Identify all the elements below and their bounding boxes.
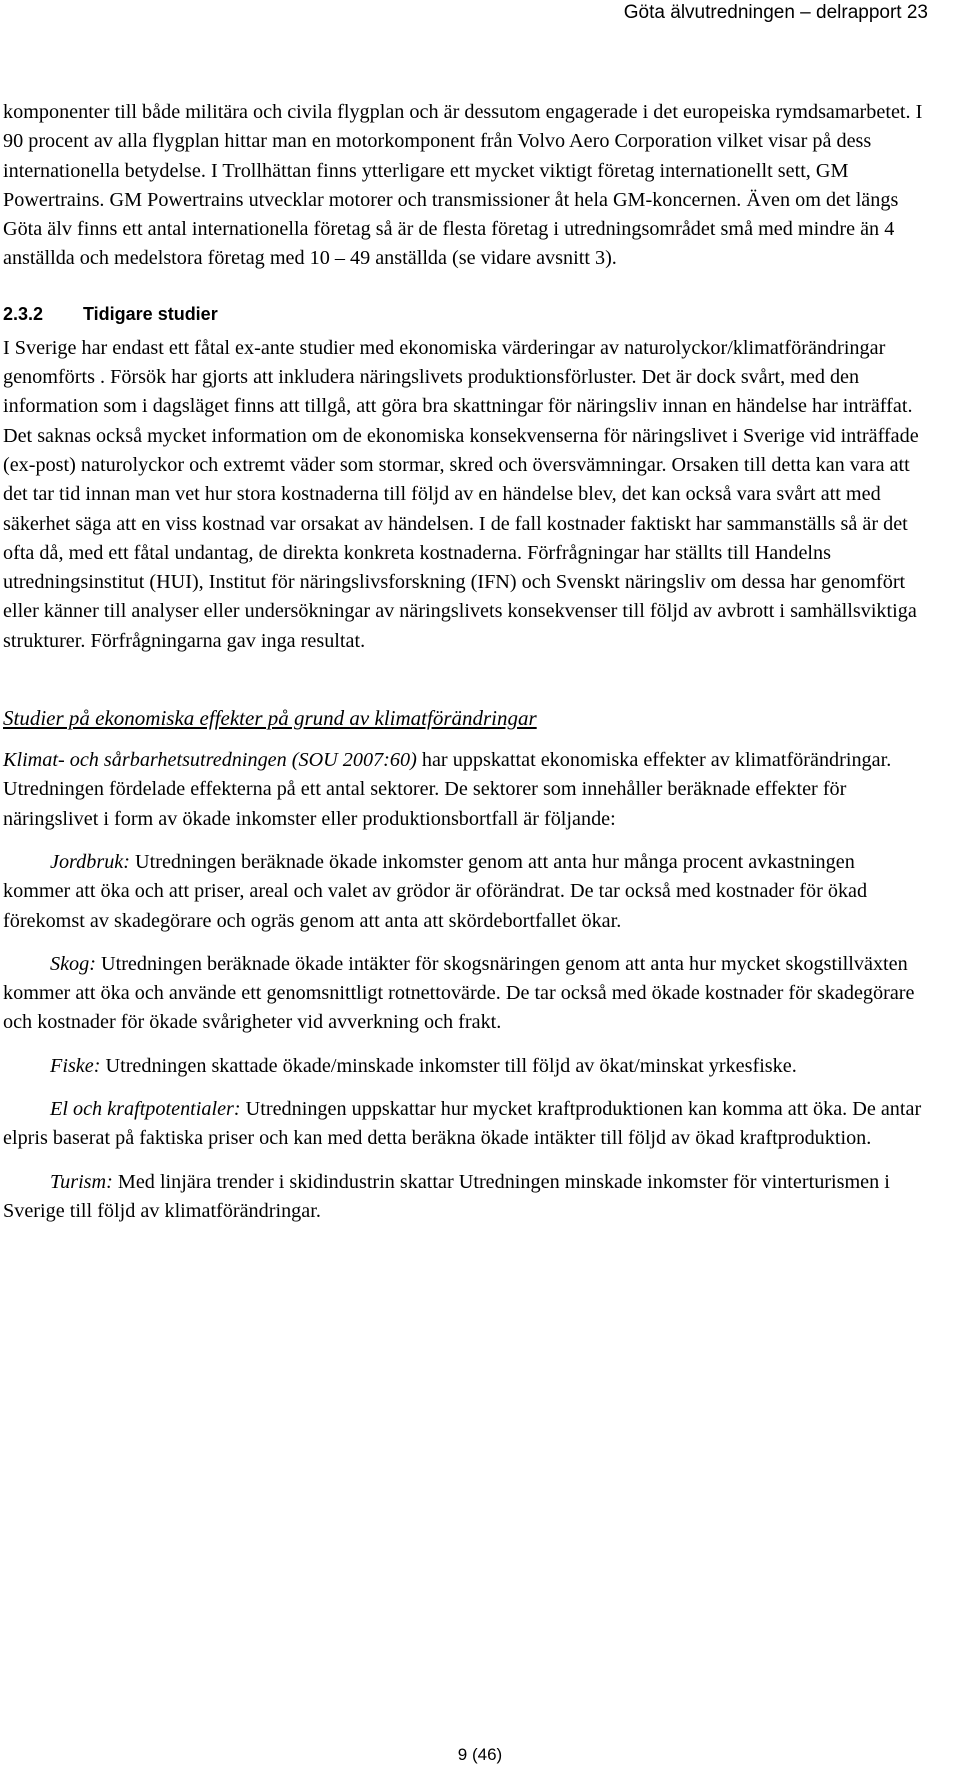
sector-label: Jordbruk: bbox=[50, 850, 130, 873]
sector-label: El och kraftpotentialer: bbox=[50, 1098, 241, 1121]
sector-text: Utredningen skattade ökade/minskade inkomster till följd av ökat/minskat yrkesfiske. bbox=[100, 1054, 797, 1077]
sector-paragraph-jordbruk bbox=[3, 848, 925, 936]
section-paragraph: I Sverige har endast ett fåtal ex-ante studier med ekonomiska värderingar av naturolyckor/klimatförändringar genomförts . Försök har gjorts att inkludera näringslivets produktionsförluster. Det är dock svårt, med den information som i dagsläget finns att tillgå, att göra bra skattningar för näringsliv innan en händelse har inträffat. Det saknas också mycket information om de ekonomiska konsekvenserna för näringslivet i Sverige vid inträffade (ex-post) naturolyckor och extremt väder som stormar, skred och översvämningar. Orsaken till detta kan vara att det tar tid innan man vet hur stora kostnaderna till följd av en händelse blev, det kan också vara svårt att med säkerhet säga att en viss kostnad var orsakat av händelsen. I de fall kostnader faktiskt har sammanställs så är det ofta då, med ett fåtal undantag, de direkta konkreta kostnaderna. Förfrågningar har ställts till Handelns utredningsinstitut (HUI), Institut för näringslivsforskning (IFN) och Svenskt näringsliv om dessa har genomfört eller känner till analyser eller undersökningar av näringslivets konsekvenser till följd av avbrott i samhällsviktiga strukturer. Förfrågningarna gav inga resultat. bbox=[3, 336, 919, 652]
sector-paragraph-fiske bbox=[3, 1052, 925, 1081]
section-title: Tidigare studier bbox=[83, 303, 218, 324]
subsection-intro bbox=[3, 746, 925, 834]
sector-paragraph-skog bbox=[3, 950, 925, 1038]
sector-paragraph-el bbox=[3, 1095, 925, 1154]
sector-label: Skog: bbox=[50, 952, 96, 975]
sector-text: Med linjära trender i skidindustrin skattar Utredningen minskade inkomster för vinterturismen i Sverige till följd av klimatförändringar. bbox=[3, 1170, 890, 1222]
subsection-heading: Studier på ekonomiska effekter på grund av klimatförändringar bbox=[3, 706, 537, 731]
intro-paragraph: komponenter till både militära och civila flygplan och är dessutom engagerade i det europeiska rymdsamarbetet. I 90 procent av alla flygplan hittar man en motorkomponent från Volvo Aero Corporation vilket visar på dess internationella betydelse. I Trollhättan finns ytterligare ett mycket viktigt företag internationellt sett, GM Powertrains. GM Powertrains utvecklar motorer och transmissioner åt hela GM-koncernen. Även om det längs Göta älv finns ett antal internationella företag så är de flesta företag i utredningsområdet små med mindre än 4 anställda och medelstora företag med 10 – 49 anställda (se vidare avsnitt 3). bbox=[3, 101, 923, 270]
page-number: 9 (46) bbox=[457, 1745, 503, 1764]
sector-text: Utredningen beräknade ökade intäkter för skogsnäringen genom att anta hur mycket skogstillväxten kommer att öka och använde ett genomsnittligt rotnettovärde. De tar också med ökade kostnader för skadegörare och kostnader för ökade svårigheter vid avverkning och frakt. bbox=[3, 952, 915, 1034]
running-header: Göta älvutredningen – delrapport 23 bbox=[623, 2, 928, 23]
report-reference: Klimat- och sårbarhetsutredningen (SOU 2007:60) bbox=[3, 749, 417, 772]
sector-paragraph-turism bbox=[3, 1168, 925, 1227]
sector-text: Utredningen uppskattar hur mycket kraftproduktionen kan komma att öka. De antar elpris baserat på faktiska priser och kan med detta beräkna ökade intäkter till följd av ökad kraftproduktion. bbox=[3, 1098, 922, 1150]
section-number: 2.3.2 bbox=[3, 303, 44, 324]
sector-label: Fiske: bbox=[50, 1054, 101, 1077]
subsection-intro-text: har uppskattat ekonomiska effekter av klimatförändringar. Utredningen fördelade effekterna på ett antal sektorer. De sektorer som innehåller beräknade effekter för näringslivet i form av ökade inkomster eller produktionsbortfall är följande: bbox=[3, 749, 892, 830]
page-body bbox=[3, 98, 925, 1226]
sector-label: Turism: bbox=[50, 1170, 113, 1193]
sector-text: Utredningen beräknade ökade inkomster genom att anta hur många procent avkastningen kommer att öka och att priser, areal och valet av grödor är oförändrat. De tar också med kostnader för ökad förekomst av skadegörare och ogräs genom att anta att skördebortfallet ökar. bbox=[3, 850, 868, 932]
section-heading bbox=[3, 302, 925, 326]
